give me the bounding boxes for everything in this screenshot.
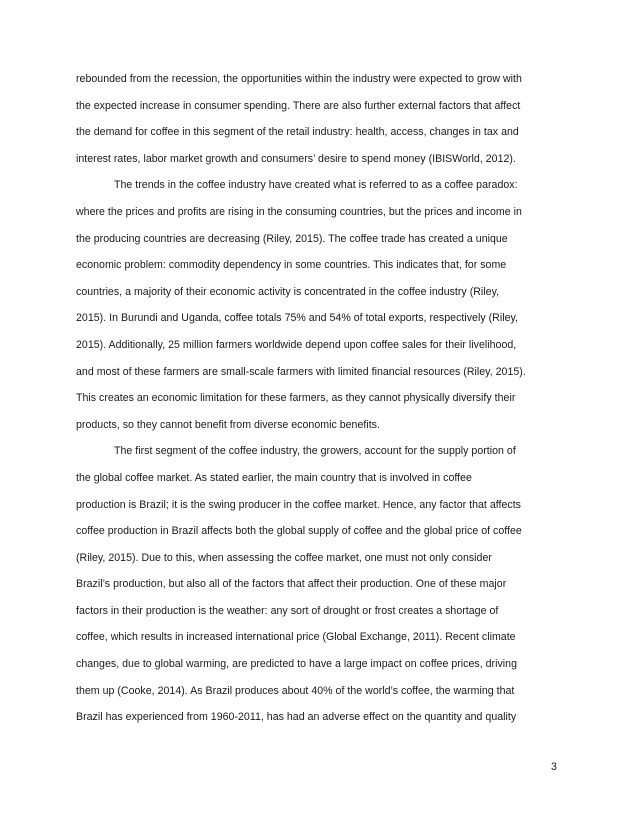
text-line: Brazil’s production, but also all of the factors that affect their production. One of these major: [76, 578, 507, 591]
text-line: where the prices and profits are rising in the consuming countries, but the prices and income in: [76, 205, 522, 218]
text-line: This creates an economic limitation for these farmers, as they cannot physically diversify their: [76, 392, 516, 405]
text-line: factors in their production is the weather: any sort of drought or frost creates a shortage of: [76, 604, 499, 617]
text-line: the producing countries are decreasing (Riley, 2015). The coffee trade has created a unique: [76, 232, 508, 245]
body-text: [76, 66, 566, 731]
text-line: Brazil has experienced from 1960-2011, has had an adverse effect on the quantity and quality: [76, 711, 517, 724]
page-number: 3: [551, 761, 557, 773]
text-line: countries, a majority of their economic activity is concentrated in the coffee industry (Riley,: [76, 285, 500, 298]
text-line: interest rates, labor market growth and consumers’ desire to spend money (IBISWorld, 2012).: [76, 152, 516, 165]
text-line: the expected increase in consumer spending. There are also further external factors that affect: [76, 99, 521, 112]
text-line: coffee production in Brazil affects both the global supply of coffee and the global price of coffee: [76, 525, 522, 538]
text-line: 2015). In Burundi and Uganda, coffee totals 75% and 54% of total exports, respectively (Riley,: [76, 312, 518, 325]
text-line: 2015). Additionally, 25 million farmers worldwide depend upon coffee sales for their livelihood,: [76, 338, 517, 351]
text-line: changes, due to global warming, are predicted to have a large impact on coffee prices, driving: [76, 658, 517, 671]
text-line: production is Brazil; it is the swing producer in the coffee market. Hence, any factor that affects: [76, 498, 521, 511]
text-line: rebounded from the recession, the opportunities within the industry were expected to grow with: [76, 73, 522, 85]
text-line: the demand for coffee in this segment of the retail industry: health, access, changes in tax and: [76, 126, 519, 139]
text-line: The trends in the coffee industry have created what is referred to as a coffee paradox:: [114, 179, 518, 192]
text-line: products, so they cannot benefit from diverse economic benefits.: [76, 418, 380, 431]
text-line: economic problem: commodity dependency in some countries. This indicates that, for some: [76, 259, 507, 272]
text-line: (Riley, 2015). Due to this, when assessing the coffee market, one must not only consider: [76, 551, 492, 564]
text-line: coffee, which results in increased international price (Global Exchange, 2011). Recent climate: [76, 631, 516, 644]
text-line: The first segment of the coffee industry, the growers, account for the supply portion of: [114, 445, 516, 458]
text-line: and most of these farmers are small-scale farmers with limited financial resources (Riley, 2015).: [76, 365, 526, 378]
text-line: the global coffee market. As stated earlier, the main country that is involved in coffee: [76, 471, 472, 484]
text-line: them up (Cooke, 2014). As Brazil produces about 40% of the world’s coffee, the warming that: [76, 684, 515, 697]
